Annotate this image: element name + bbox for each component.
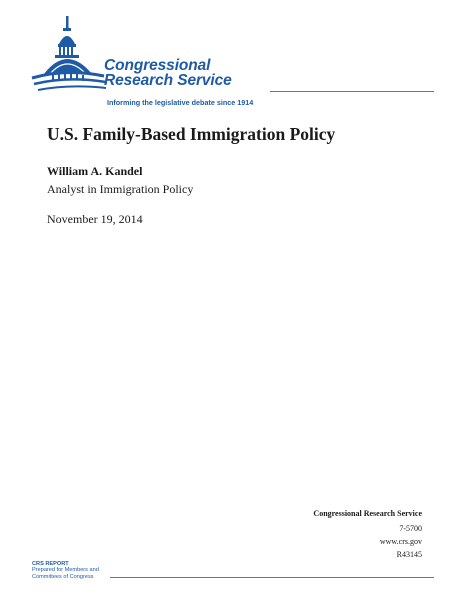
footer-line2: Committees of Congress [32,573,94,580]
footer-line1: Prepared for Members and [32,567,99,574]
header-divider [270,91,434,92]
capitol-dome-icon [30,14,106,98]
footer-divider [110,577,434,578]
document-title: U.S. Family-Based Immigration Policy [47,124,336,144]
author-role: Analyst in Immigration Policy [47,182,194,196]
footer-label: CRS REPORT [32,561,69,567]
logo-tagline: Informing the legislative debate since 1914 [107,98,254,107]
logo-title-line1: Congressional [104,57,211,74]
author-name: William A. Kandel [47,164,143,178]
document-date: November 19, 2014 [47,212,143,226]
logo-title [104,58,232,88]
report-number: R43145 [396,550,422,559]
report-phone: 7-5700 [399,524,422,533]
logo-title-line2: Research Service [104,72,232,89]
footer [32,561,99,580]
report-info [313,507,422,561]
report-organization: Congressional Research Service [313,509,422,518]
report-website: www.crs.gov [379,537,422,546]
crs-logo [30,14,280,107]
